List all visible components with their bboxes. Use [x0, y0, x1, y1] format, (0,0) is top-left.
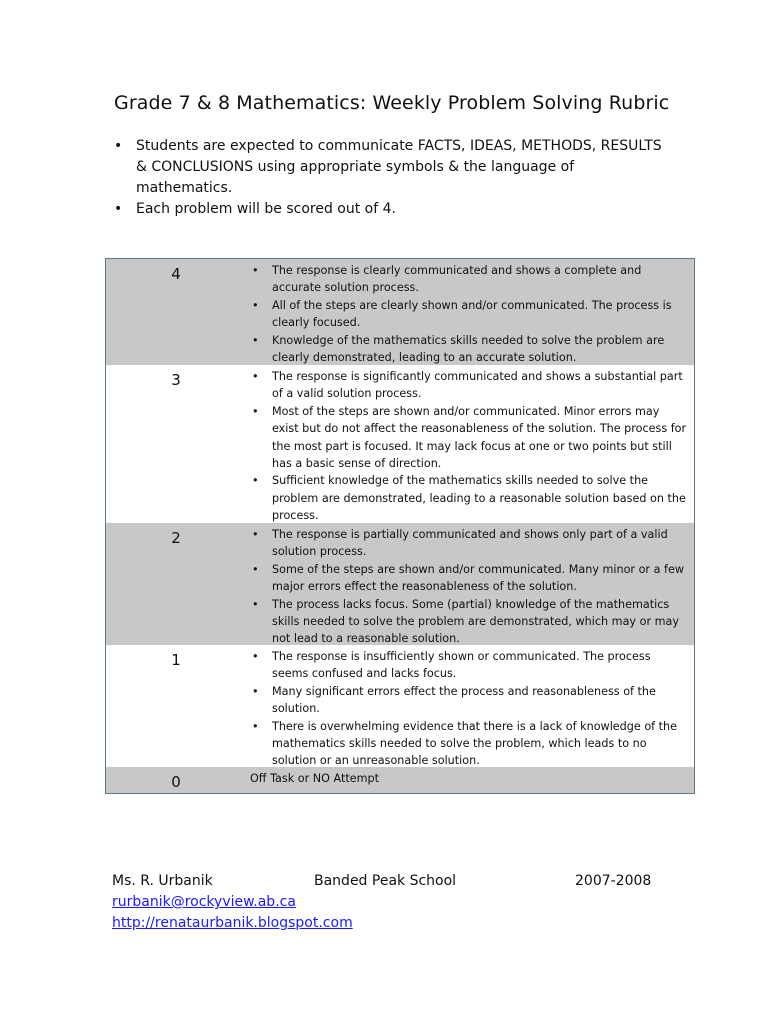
rubric-row-0 — [106, 767, 694, 793]
footer-year: 2007-2008 — [575, 873, 652, 889]
rubric-criteria-list — [246, 259, 694, 365]
rubric-score: 2 — [171, 529, 181, 547]
intro-bullet-list — [114, 136, 674, 220]
rubric-criterion: • Knowledge of the mathematics skills needed to solve the problem are clearly demonstrated, leading to an accurate solution. — [246, 332, 688, 367]
rubric-score: 3 — [171, 371, 181, 389]
rubric-row-3 — [106, 365, 694, 523]
rubric-criterion: • Most of the steps are shown and/or communicated. Minor errors may exist but do not affect the reasonableness of the solution. The process for the most part is focused. It may lack focus at one or two points but still has a basic sense of direction. — [246, 403, 688, 473]
rubric-criterion: • The response is insufficiently shown or communicated. The process seems confused and lacks focus. — [246, 648, 688, 683]
rubric-criteria-list — [246, 767, 694, 793]
rubric-criterion: • The response is partially communicated and shows only part of a valid solution process. — [246, 526, 688, 561]
rubric-criterion: • Some of the steps are shown and/or communicated. Many minor or a few major errors effect the reasonableness of the solution. — [246, 561, 688, 596]
rubric-criterion: • Many significant errors effect the process and reasonableness of the solution. — [246, 683, 688, 718]
rubric-criterion: Off Task or NO Attempt — [250, 772, 379, 785]
rubric-score: 1 — [171, 651, 181, 669]
intro-bullet: • Students are expected to communicate FACTS, IDEAS, METHODS, RESULTS & CONCLUSIONS using appropriate symbols & the language of mathematics. — [114, 136, 674, 199]
rubric-criterion: • The response is clearly communicated and shows a complete and accurate solution process. — [246, 262, 688, 297]
rubric-criterion: • The response is significantly communicated and shows a substantial part of a valid solution process. — [246, 368, 688, 403]
rubric-row-4 — [106, 259, 694, 365]
rubric-criteria-list — [246, 365, 694, 523]
rubric-criterion: • There is overwhelming evidence that there is a lack of knowledge of the mathematics skills needed to solve the problem, which leads to no solution or an unreasonable solution. — [246, 718, 688, 770]
footer-school: Banded Peak School — [314, 873, 457, 889]
rubric-row-2 — [106, 523, 694, 645]
footer-website-link[interactable]: http://renataurbanik.blogspot.com — [112, 915, 353, 931]
rubric-criteria-list — [246, 645, 694, 767]
footer-email-link[interactable]: rurbanik@rockyview.ab.ca — [112, 894, 296, 910]
rubric-score: 0 — [171, 773, 181, 791]
intro-bullet: • Each problem will be scored out of 4. — [114, 199, 674, 220]
footer-info-row — [112, 871, 672, 892]
footer-author: Ms. R. Urbanik — [112, 873, 213, 889]
rubric-criterion: • Sufficient knowledge of the mathematics skills needed to solve the problem are demonstrated, leading to a reasonable solution based on the process. — [246, 472, 688, 524]
document-footer — [112, 871, 672, 934]
rubric-criteria-list — [246, 523, 694, 645]
rubric-table — [105, 258, 695, 794]
rubric-criterion: • The process lacks focus. Some (partial) knowledge of the mathematics skills needed to solve the problem are demonstrated, which may or may not lead to a reasonable solution. — [246, 596, 688, 648]
rubric-row-1 — [106, 645, 694, 767]
rubric-score: 4 — [171, 265, 181, 283]
page-title: Grade 7 & 8 Mathematics: Weekly Problem Solving Rubric — [114, 92, 670, 114]
rubric-criterion: • All of the steps are clearly shown and/or communicated. The process is clearly focused. — [246, 297, 688, 332]
